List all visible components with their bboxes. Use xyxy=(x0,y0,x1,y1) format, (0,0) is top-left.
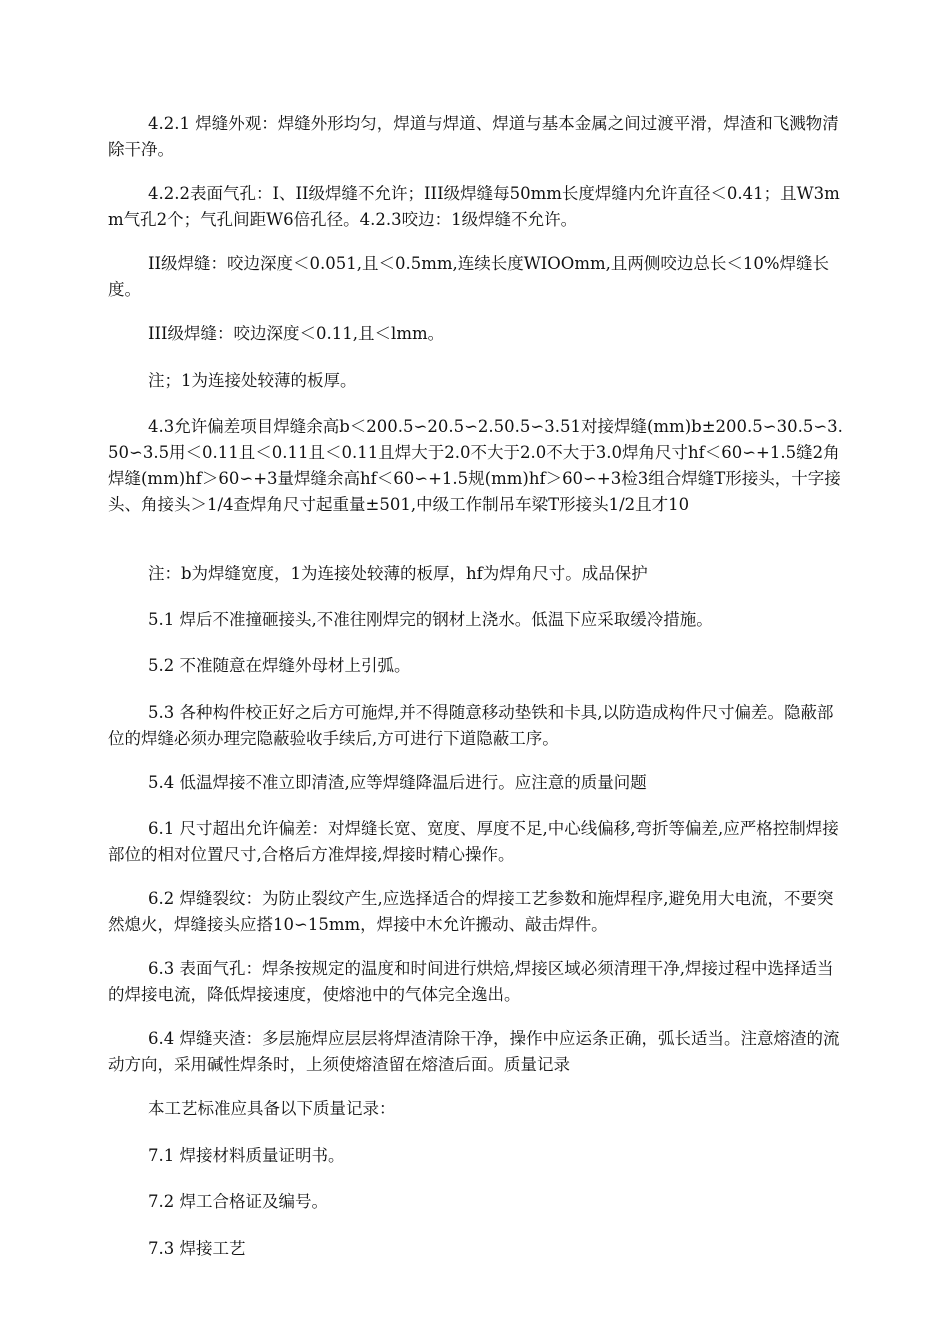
paragraph-5-3: 5.3 各种构件校正好之后方可施焊,并不得随意移动垫铁和卡具,以防造成构件尺寸偏差。隐蔽部位的焊缝必须办理完隐蔽验收手续后,方可进行下道隐蔽工序。 xyxy=(108,703,834,748)
paragraph-4-2-2-surface-porosity: 4.2.2表面气孔：I、II级焊缝不允许；III级焊缝每50mm长度焊缝内允许直径＜0.41；且W3mm气孔2个；气孔间距W6倍孔径。4.2.3咬边：1级焊缝不允许。 xyxy=(108,184,840,229)
paragraph-7-2: 7.2 焊工合格证及编号。 xyxy=(148,1192,328,1211)
paragraph-7-1: 7.1 焊接材料质量证明书。 xyxy=(148,1146,345,1165)
paragraph-4-2-1-weld-appearance: 4.2.1 焊缝外观：焊缝外形均匀，焊道与焊道、焊道与基本金属之间过渡平滑，焊渣和飞溅物清除干净。 xyxy=(108,114,839,159)
paragraph-4-3-allowable-deviation: 4.3允许偏差项目焊缝余高b＜200.5∽20.5∽2.50.5∽3.51对接焊缝(mm)b±200.5∽30.5∽3.50∽3.5用＜0.11且＜0.11且＜0.11且焊大于2.0不大于2.0不大于3.0焊角尺寸hf＜60∽+1.5缝2角焊缝(mm)hf＞60∽+3量焊缝余高hf＜60∽+1.5规(mm)hf＞60∽+3检3组合焊缝T形接头，十字接头、角接头＞1/4查焊角尺寸起重量±501,中级工作制吊车梁T形接头1/2且才10 xyxy=(108,417,843,514)
paragraph-quality-records-intro: 本工艺标准应具备以下质量记录： xyxy=(148,1099,396,1118)
paragraph-note-weld-width: 注：b为焊缝宽度，1为连接处较薄的板厚，hf为焊角尺寸。成品保护 xyxy=(148,564,648,583)
paragraph-5-1: 5.1 焊后不准撞砸接头,不准往刚焊完的钢材上浇水。低温下应采取缓冷措施。 xyxy=(148,610,713,629)
paragraph-6-1: 6.1 尺寸超出允许偏差：对焊缝长宽、宽度、厚度不足,中心线偏移,弯折等偏差,应严格控制焊接部位的相对位置尺寸,合格后方准焊接,焊接时精心操作。 xyxy=(108,819,839,864)
paragraph-grade-iii-undercut: III级焊缝：咬边深度＜0.11,且＜lmm。 xyxy=(148,324,445,343)
paragraph-5-4: 5.4 低温焊接不准立即清渣,应等焊缝降温后进行。应注意的质量问题 xyxy=(148,773,647,792)
paragraph-6-3: 6.3 表面气孔：焊条按规定的温度和时间进行烘焙,焊接区域必须清理干净,焊接过程中选择适当的焊接电流，降低焊接速度，使熔池中的气体完全逸出。 xyxy=(108,959,834,1004)
paragraph-6-2: 6.2 焊缝裂纹：为防止裂纹产生,应选择适合的焊接工艺参数和施焊程序,避免用大电流，不要突然熄火，焊缝接头应搭10∽15mm，焊接中木允许搬动、敲击焊件。 xyxy=(108,889,834,934)
paragraph-note-plate-thickness: 注；1为连接处较薄的板厚。 xyxy=(148,371,357,390)
paragraph-grade-ii-undercut: II级焊缝：咬边深度＜0.051,且＜0.5mm,连续长度WIOOmm,且两侧咬边总长＜10%焊缝长度。 xyxy=(108,254,830,299)
paragraph-6-4: 6.4 焊缝夹渣：多层施焊应层层将焊渣清除干净，操作中应运条正确，弧长适当。注意熔渣的流动方向，采用碱性焊条时，上须使熔渣留在熔渣后面。质量记录 xyxy=(108,1029,840,1074)
paragraph-5-2: 5.2 不准随意在焊缝外母材上引弧。 xyxy=(148,656,411,675)
paragraph-7-3: 7.3 焊接工艺 xyxy=(148,1239,246,1258)
